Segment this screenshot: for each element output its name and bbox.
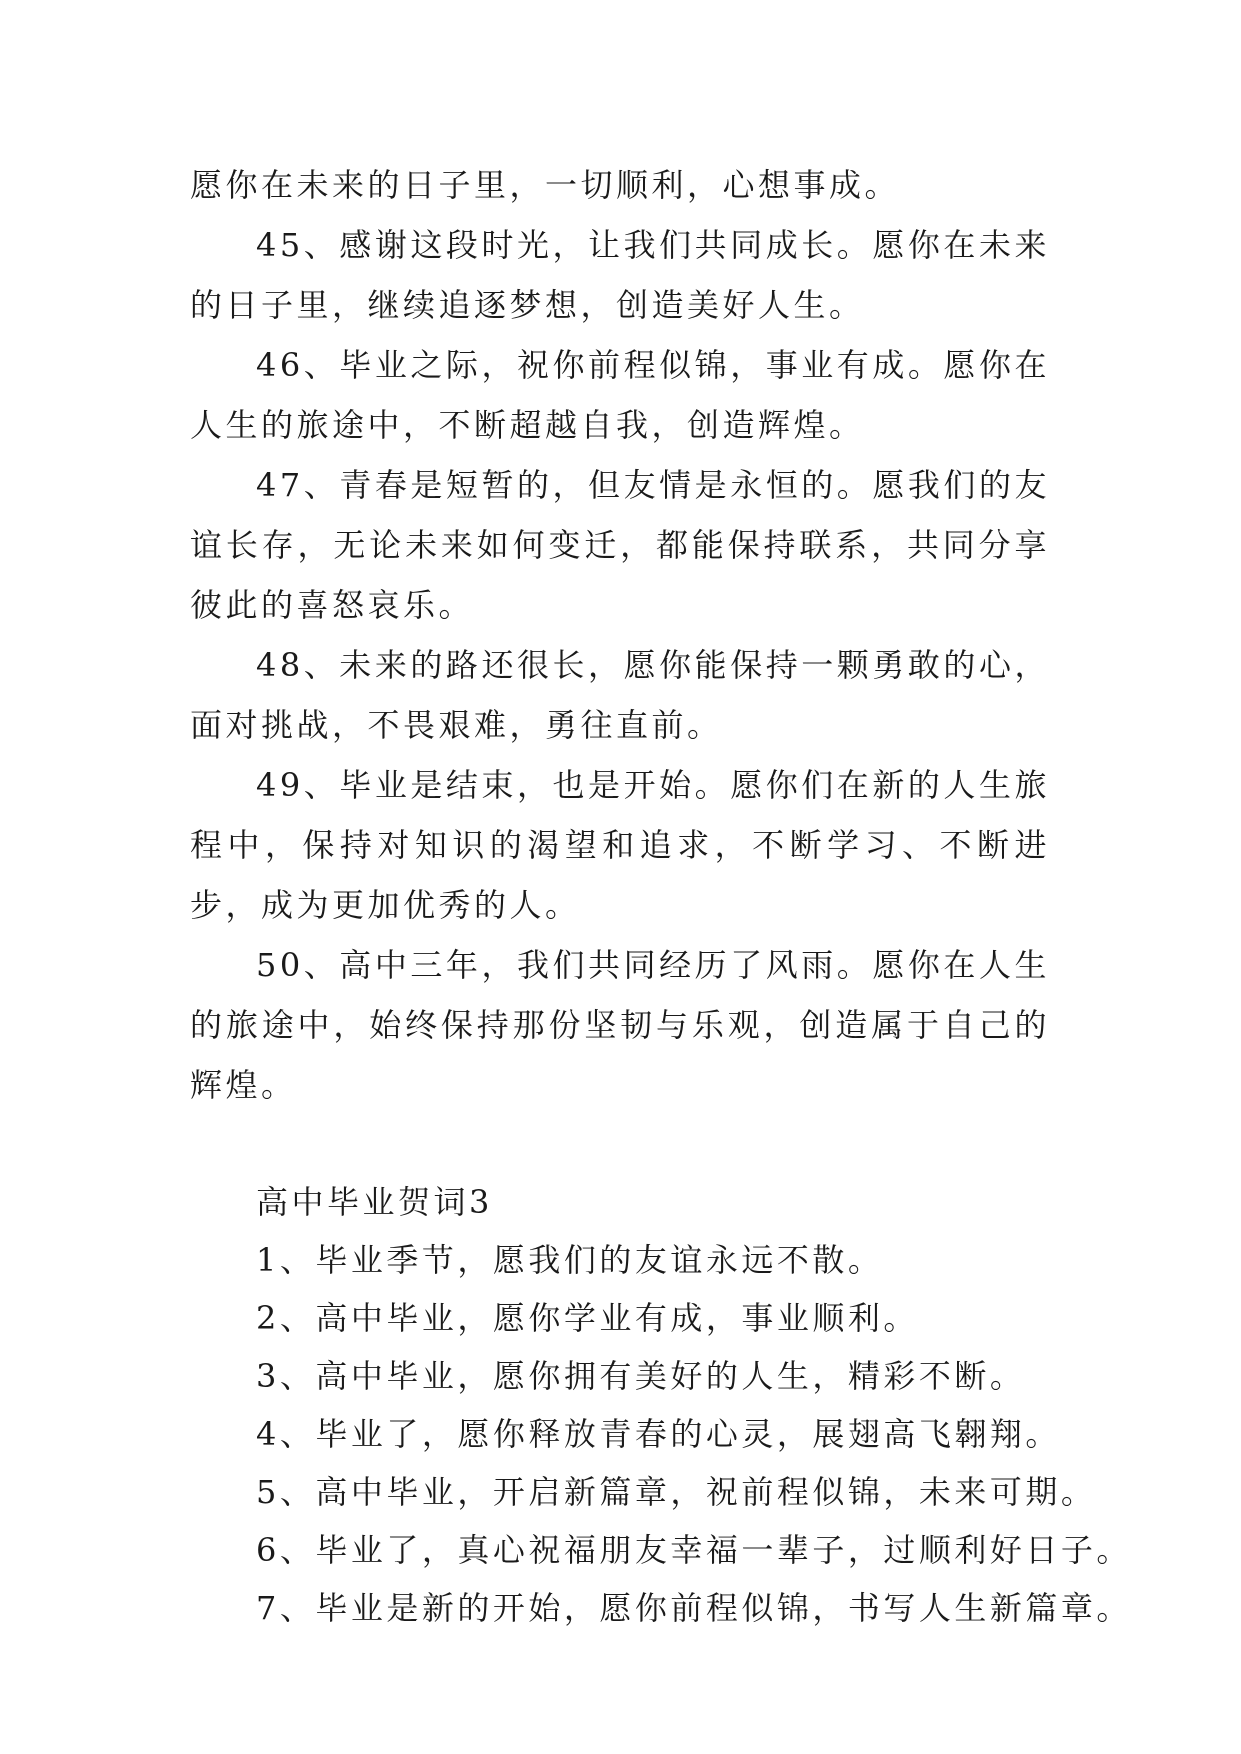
section-heading: 高中毕业贺词3 bbox=[256, 1183, 493, 1221]
paragraph-continuation: 愿你在未来的日子里，一切顺利，心想事成。 bbox=[190, 166, 901, 204]
section-spacer bbox=[190, 1115, 1050, 1173]
paragraph-item-50: 50、高中三年，我们共同经历了风雨。愿你在人生的旅途中，始终保持那份坚韧与乐观，创造属于自己的辉煌。 bbox=[190, 946, 1050, 1104]
list-item: 3、高中毕业，愿你拥有美好的人生，精彩不断。 bbox=[256, 1357, 1026, 1395]
paragraph-item-46: 46、毕业之际，祝你前程似锦，事业有成。愿你在人生的旅途中，不断超越自我，创造辉煌。 bbox=[190, 346, 1050, 444]
document-body bbox=[190, 155, 1132, 1637]
paragraph-item-47: 47、青春是短暂的，但友情是永恒的。愿我们的友谊长存，无论未来如何变迁，都能保持联系，共同分享彼此的喜怒哀乐。 bbox=[190, 466, 1050, 624]
list-item: 1、毕业季节，愿我们的友谊永远不散。 bbox=[256, 1241, 884, 1279]
paragraph-item-48: 48、未来的路还很长，愿你能保持一颗勇敢的心，面对挑战，不畏艰难，勇往直前。 bbox=[190, 646, 1050, 744]
list-item: 5、高中毕业，开启新篇章，祝前程似锦，未来可期。 bbox=[256, 1473, 1097, 1511]
list-item: 2、高中毕业，愿你学业有成，事业顺利。 bbox=[256, 1299, 919, 1337]
paragraph-item-49: 49、毕业是结束，也是开始。愿你们在新的人生旅程中，保持对知识的渴望和追求，不断学习、不断进步，成为更加优秀的人。 bbox=[190, 766, 1050, 924]
list-item: 7、毕业是新的开始，愿你前程似锦，书写人生新篇章。 bbox=[256, 1589, 1132, 1627]
list-item: 4、毕业了，愿你释放青春的心灵，展翅高飞翱翔。 bbox=[256, 1415, 1061, 1453]
paragraph-item-45: 45、感谢这段时光，让我们共同成长。愿你在未来的日子里，继续追逐梦想，创造美好人生。 bbox=[190, 226, 1050, 324]
list-item: 6、毕业了，真心祝福朋友幸福一辈子，过顺利好日子。 bbox=[256, 1531, 1132, 1569]
